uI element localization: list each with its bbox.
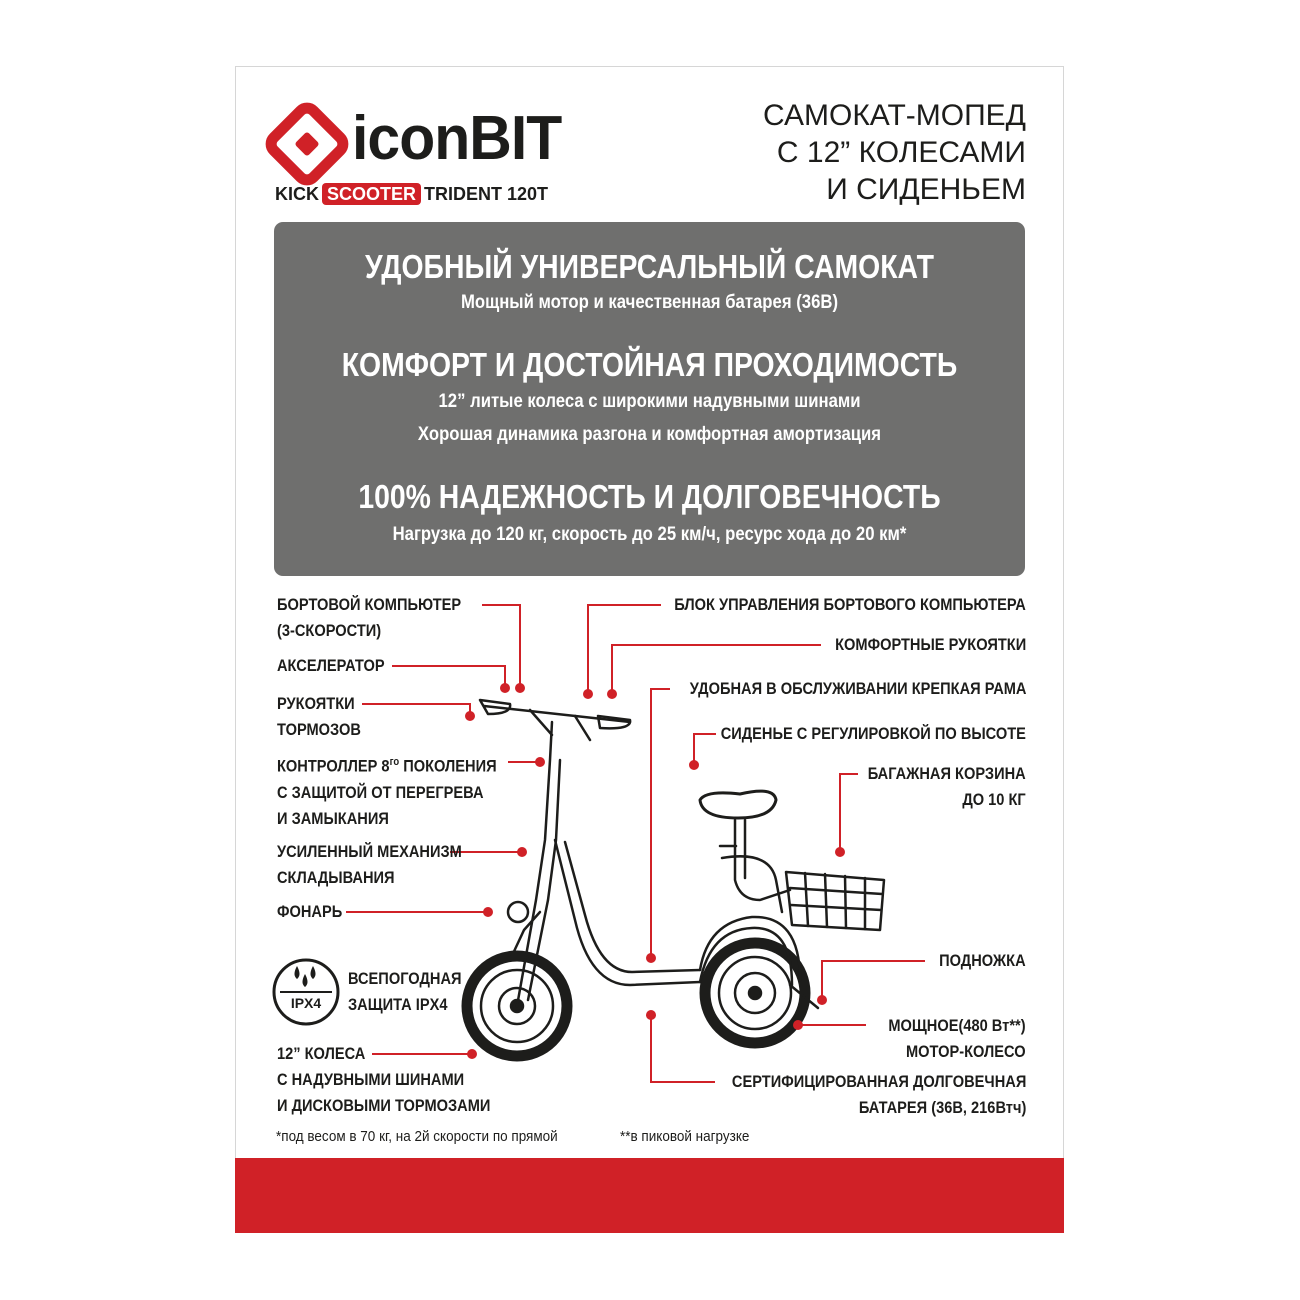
- label-folding-2: СКЛАДЫВАНИЯ: [277, 868, 395, 887]
- label-seat: СИДЕНЬЕ С РЕГУЛИРОВКОЙ ПО ВЫСОТЕ: [720, 724, 1026, 743]
- label-grips: КОМФОРТНЫЕ РУКОЯТКИ: [834, 635, 1026, 654]
- panel-title-2: КОМФОРТ И ДОСТОЙНАЯ ПРОХОДИМОСТЬ: [341, 346, 958, 383]
- label-folding-1: УСИЛЕННЫЙ МЕХАНИЗМ: [277, 842, 462, 861]
- label-controller-1a: КОНТРОЛЛЕР 8: [277, 756, 390, 776]
- label-basket-1: БАГАЖНАЯ КОРЗИНА: [868, 764, 1026, 783]
- label-controller: [277, 749, 497, 832]
- label-accelerator: АКСЕЛЕРАТОР: [277, 656, 385, 675]
- label-controller-3: И ЗАМЫКАНИЯ: [277, 808, 389, 828]
- label-computer: [277, 592, 461, 644]
- panel-sub-3: Нагрузка до 120 кг, скорость до 25 км/ч, ресурс хода до 20 км*: [392, 524, 907, 545]
- footnote-2: **в пиковой нагрузке: [620, 1128, 750, 1145]
- label-wheels-3: И ДИСКОВЫМИ ТОРМОЗАМИ: [277, 1096, 491, 1115]
- label-controller-2: С ЗАЩИТОЙ ОТ ПЕРЕГРЕВА: [277, 782, 484, 802]
- ipx-label-2: ЗАЩИТА IPX4: [348, 995, 448, 1014]
- panel-sub-2a: 12” литые колеса с широкими надувными шинами: [438, 391, 861, 412]
- model-suffix: TRIDENT 120T: [424, 184, 549, 204]
- panel-title-1: УДОБНЫЙ УНИВЕРСАЛЬНЫЙ САМОКАТ: [365, 248, 934, 285]
- panel-sub-1: Мощный мотор и качественная батарея (36В): [460, 292, 839, 313]
- ipx-badge-text: IPX4: [290, 995, 322, 1011]
- label-motor-2: МОТОР-КОЛЕСО: [906, 1042, 1026, 1061]
- footnote-1: *под весом в 70 кг, на 2й скорости по прямой: [276, 1128, 558, 1145]
- label-battery-2: БАТАРЕЯ (36В, 216Втч): [858, 1098, 1026, 1117]
- label-basket: [868, 761, 1026, 813]
- label-control-unit: БЛОК УПРАВЛЕНИЯ БОРТОВОГО КОМПЬЮТЕРА: [674, 595, 1026, 614]
- label-battery: [732, 1069, 1026, 1121]
- brand-name: iconBIT: [352, 104, 562, 173]
- headline-line-1: САМОКАТ-МОПЕД: [762, 99, 1026, 132]
- label-wheels-1: 12” КОЛЕСА: [277, 1044, 366, 1063]
- label-controller-sup: го: [389, 756, 400, 768]
- label-brakes-1: РУКОЯТКИ: [277, 694, 355, 713]
- label-lamp: ФОНАРЬ: [277, 902, 343, 921]
- label-motor-1: МОЩНОЕ(480 Вт**): [888, 1016, 1026, 1035]
- headline-line-3: И СИДЕНЬЕМ: [826, 173, 1026, 206]
- headline-line-2: С 12” КОЛЕСАМИ: [776, 136, 1026, 169]
- ipx-label: [348, 966, 462, 1018]
- label-controller-1: [277, 749, 497, 780]
- label-wheels-2: С НАДУВНЫМИ ШИНАМИ: [277, 1070, 465, 1089]
- label-computer-1: БОРТОВОЙ КОМПЬЮТЕР: [277, 595, 462, 614]
- model-badge: SCOOTER: [322, 183, 421, 205]
- panel-sub-2b: Хорошая динамика разгона и комфортная амортизация: [417, 424, 882, 445]
- headline: [763, 97, 1026, 208]
- label-wheels: [277, 1041, 490, 1119]
- ipx-label-1: ВСЕПОГОДНАЯ: [348, 969, 462, 988]
- bottom-red-band: [235, 1158, 1064, 1233]
- label-computer-2: (3-СКОРОСТИ): [277, 621, 382, 640]
- model-name: [275, 183, 548, 205]
- label-folding: [277, 839, 462, 891]
- label-brakes: [277, 691, 361, 743]
- label-kickstand: ПОДНОЖКА: [939, 951, 1026, 970]
- label-motor: [889, 1013, 1026, 1065]
- features-panel: [274, 222, 1025, 576]
- label-battery-1: СЕРТИФИЦИРОВАННАЯ ДОЛГОВЕЧНАЯ: [731, 1072, 1026, 1091]
- label-frame: УДОБНАЯ В ОБСЛУЖИВАНИИ КРЕПКАЯ РАМА: [689, 679, 1026, 698]
- label-basket-2: ДО 10 КГ: [962, 790, 1026, 809]
- panel-title-3: 100% НАДЕЖНОСТЬ И ДОЛГОВЕЧНОСТЬ: [358, 478, 941, 515]
- label-controller-1b: ПОКОЛЕНИЯ: [399, 756, 497, 776]
- label-brakes-2: ТОРМОЗОВ: [277, 720, 361, 739]
- model-prefix: KICK: [275, 184, 319, 204]
